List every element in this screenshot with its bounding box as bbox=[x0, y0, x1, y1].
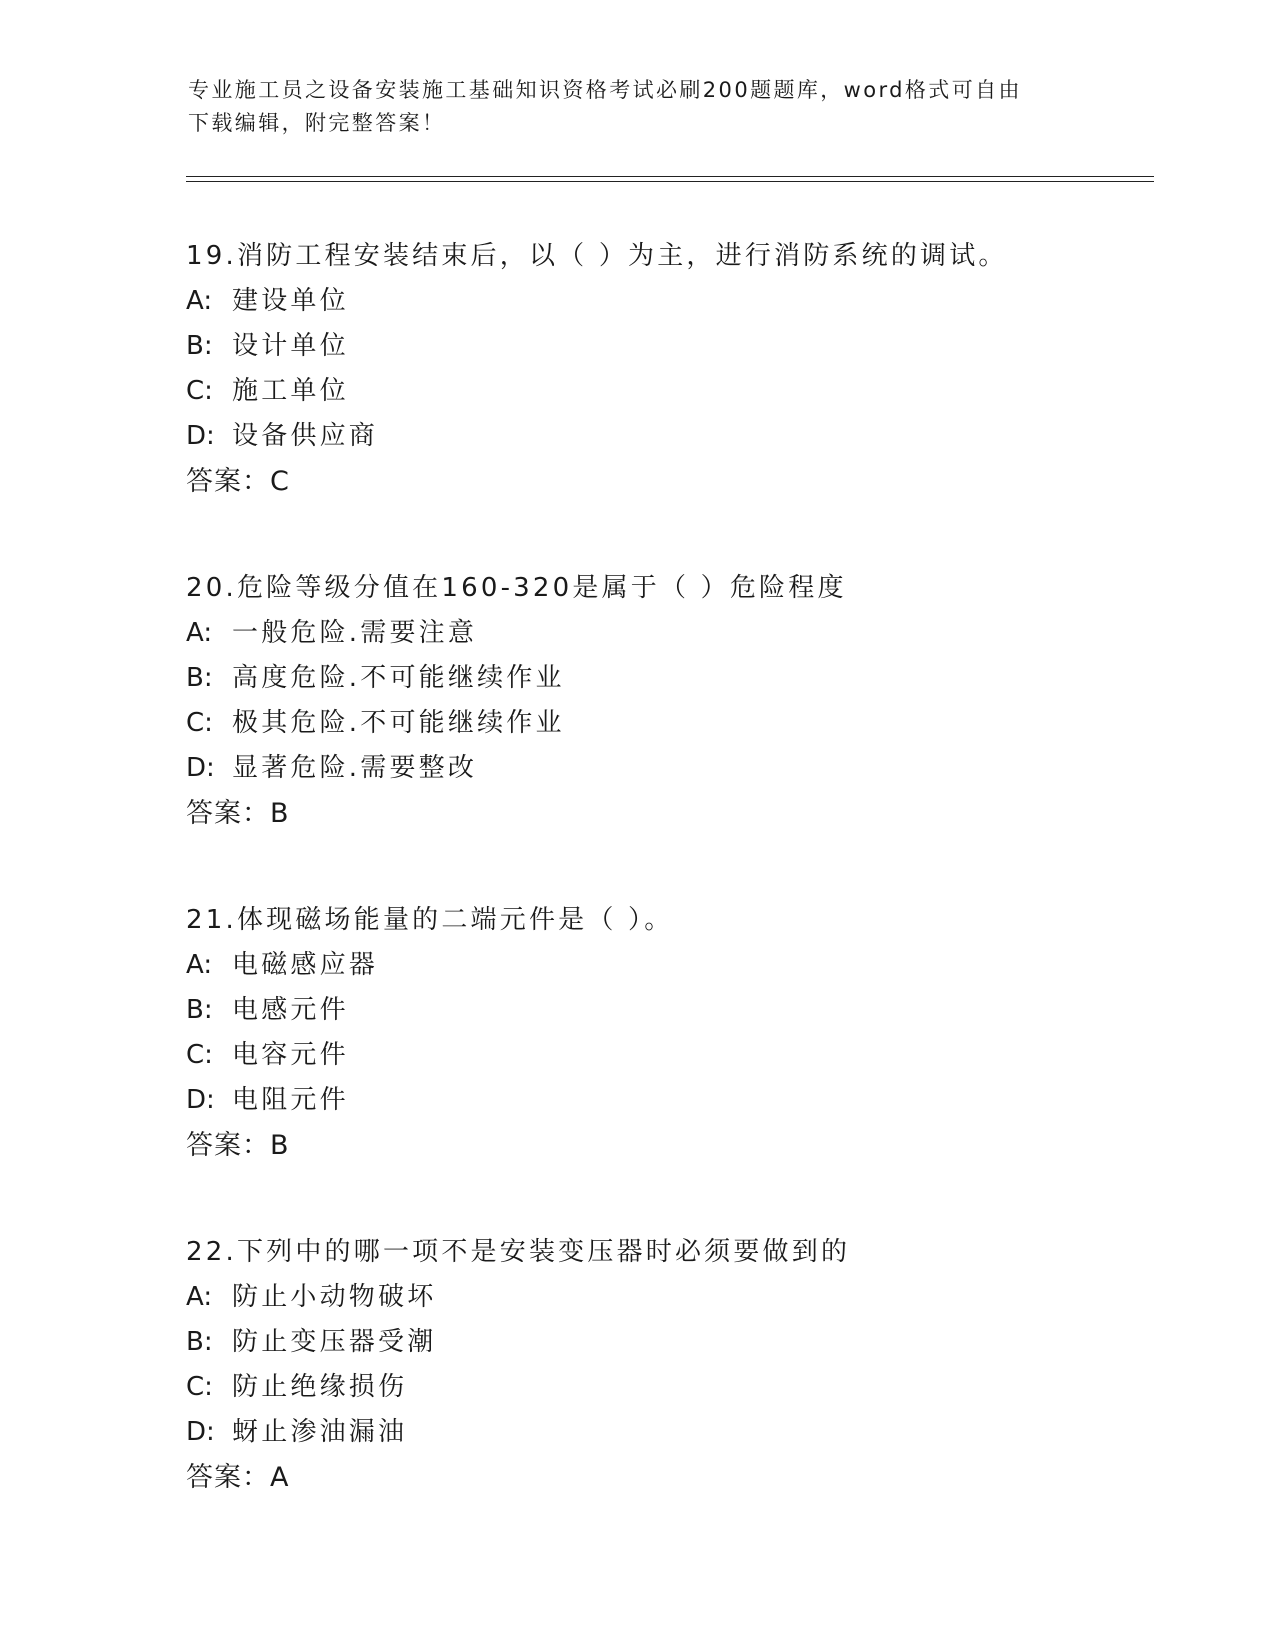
option-letter: D: bbox=[186, 1417, 215, 1447]
option-text: 电磁感应器 bbox=[232, 950, 379, 980]
option-d bbox=[186, 414, 1154, 459]
option-text: 极其危险.不可能继续作业 bbox=[232, 708, 565, 738]
option-text: 显著危险.需要整改 bbox=[232, 753, 478, 783]
option-b bbox=[186, 656, 1154, 701]
answer-value: B bbox=[270, 798, 289, 829]
answer-value: C bbox=[270, 466, 289, 497]
answer-line bbox=[186, 1123, 1154, 1168]
option-a bbox=[186, 943, 1154, 988]
document-header bbox=[188, 74, 1068, 140]
option-letter: C: bbox=[186, 1372, 213, 1402]
answer-label: 答案： bbox=[186, 1130, 270, 1161]
question-22 bbox=[186, 1230, 1154, 1500]
answer-label: 答案： bbox=[186, 1462, 270, 1493]
option-letter: C: bbox=[186, 1040, 213, 1070]
question-stem: 19.消防工程安装结束后，以（ ）为主，进行消防系统的调试。 bbox=[186, 241, 1008, 271]
question-19 bbox=[186, 234, 1154, 504]
option-letter: A: bbox=[186, 286, 213, 316]
option-c bbox=[186, 701, 1154, 746]
question-stem: 21.体现磁场能量的二端元件是（ ）。 bbox=[186, 905, 674, 935]
option-letter: D: bbox=[186, 1085, 215, 1115]
option-text: 施工单位 bbox=[232, 376, 349, 406]
option-d bbox=[186, 746, 1154, 791]
question-stem: 22.下列中的哪一项不是安装变压器时必须要做到的 bbox=[186, 1237, 851, 1267]
question-21 bbox=[186, 898, 1154, 1168]
option-text: 防止变压器受潮 bbox=[232, 1327, 437, 1357]
option-text: 电感元件 bbox=[232, 995, 349, 1025]
option-letter: D: bbox=[186, 421, 215, 451]
option-text: 电容元件 bbox=[232, 1040, 349, 1070]
question-stem: 20.危险等级分值在160-320是属于（ ）危险程度 bbox=[186, 573, 847, 603]
option-letter: A: bbox=[186, 618, 213, 648]
option-a bbox=[186, 279, 1154, 324]
option-letter: C: bbox=[186, 708, 213, 738]
answer-line bbox=[186, 791, 1154, 836]
header-line-2: 下载编辑，附完整答案！ bbox=[188, 111, 446, 135]
option-text: 建设单位 bbox=[232, 286, 349, 316]
answer-line bbox=[186, 459, 1154, 504]
option-letter: C: bbox=[186, 376, 213, 406]
option-text: 设计单位 bbox=[232, 331, 349, 361]
option-b bbox=[186, 988, 1154, 1033]
option-letter: B: bbox=[186, 995, 213, 1025]
option-text: 蚜止渗油漏油 bbox=[232, 1417, 408, 1447]
option-text: 高度危险.不可能继续作业 bbox=[232, 663, 565, 693]
answer-value: A bbox=[270, 1462, 289, 1493]
option-d bbox=[186, 1410, 1154, 1455]
option-b bbox=[186, 1320, 1154, 1365]
option-d bbox=[186, 1078, 1154, 1123]
header-divider bbox=[186, 176, 1154, 182]
option-c bbox=[186, 369, 1154, 414]
answer-value: B bbox=[270, 1130, 289, 1161]
answer-label: 答案： bbox=[186, 798, 270, 829]
option-letter: B: bbox=[186, 331, 213, 361]
question-list bbox=[186, 234, 1154, 1562]
option-c bbox=[186, 1033, 1154, 1078]
answer-label: 答案： bbox=[186, 466, 270, 497]
question-20 bbox=[186, 566, 1154, 836]
option-letter: A: bbox=[186, 1282, 213, 1312]
option-text: 设备供应商 bbox=[232, 421, 379, 451]
option-letter: A: bbox=[186, 950, 213, 980]
option-text: 电阻元件 bbox=[232, 1085, 349, 1115]
option-a bbox=[186, 1275, 1154, 1320]
option-text: 一般危险.需要注意 bbox=[232, 618, 478, 648]
option-letter: B: bbox=[186, 1327, 213, 1357]
option-letter: B: bbox=[186, 663, 213, 693]
option-a bbox=[186, 611, 1154, 656]
option-text: 防止绝缘损伤 bbox=[232, 1372, 408, 1402]
answer-line bbox=[186, 1455, 1154, 1500]
header-line-1: 专业施工员之设备安装施工基础知识资格考试必刷200题题库，word格式可自由 bbox=[188, 78, 1022, 102]
option-c bbox=[186, 1365, 1154, 1410]
option-text: 防止小动物破坏 bbox=[232, 1282, 437, 1312]
option-b bbox=[186, 324, 1154, 369]
option-letter: D: bbox=[186, 753, 215, 783]
